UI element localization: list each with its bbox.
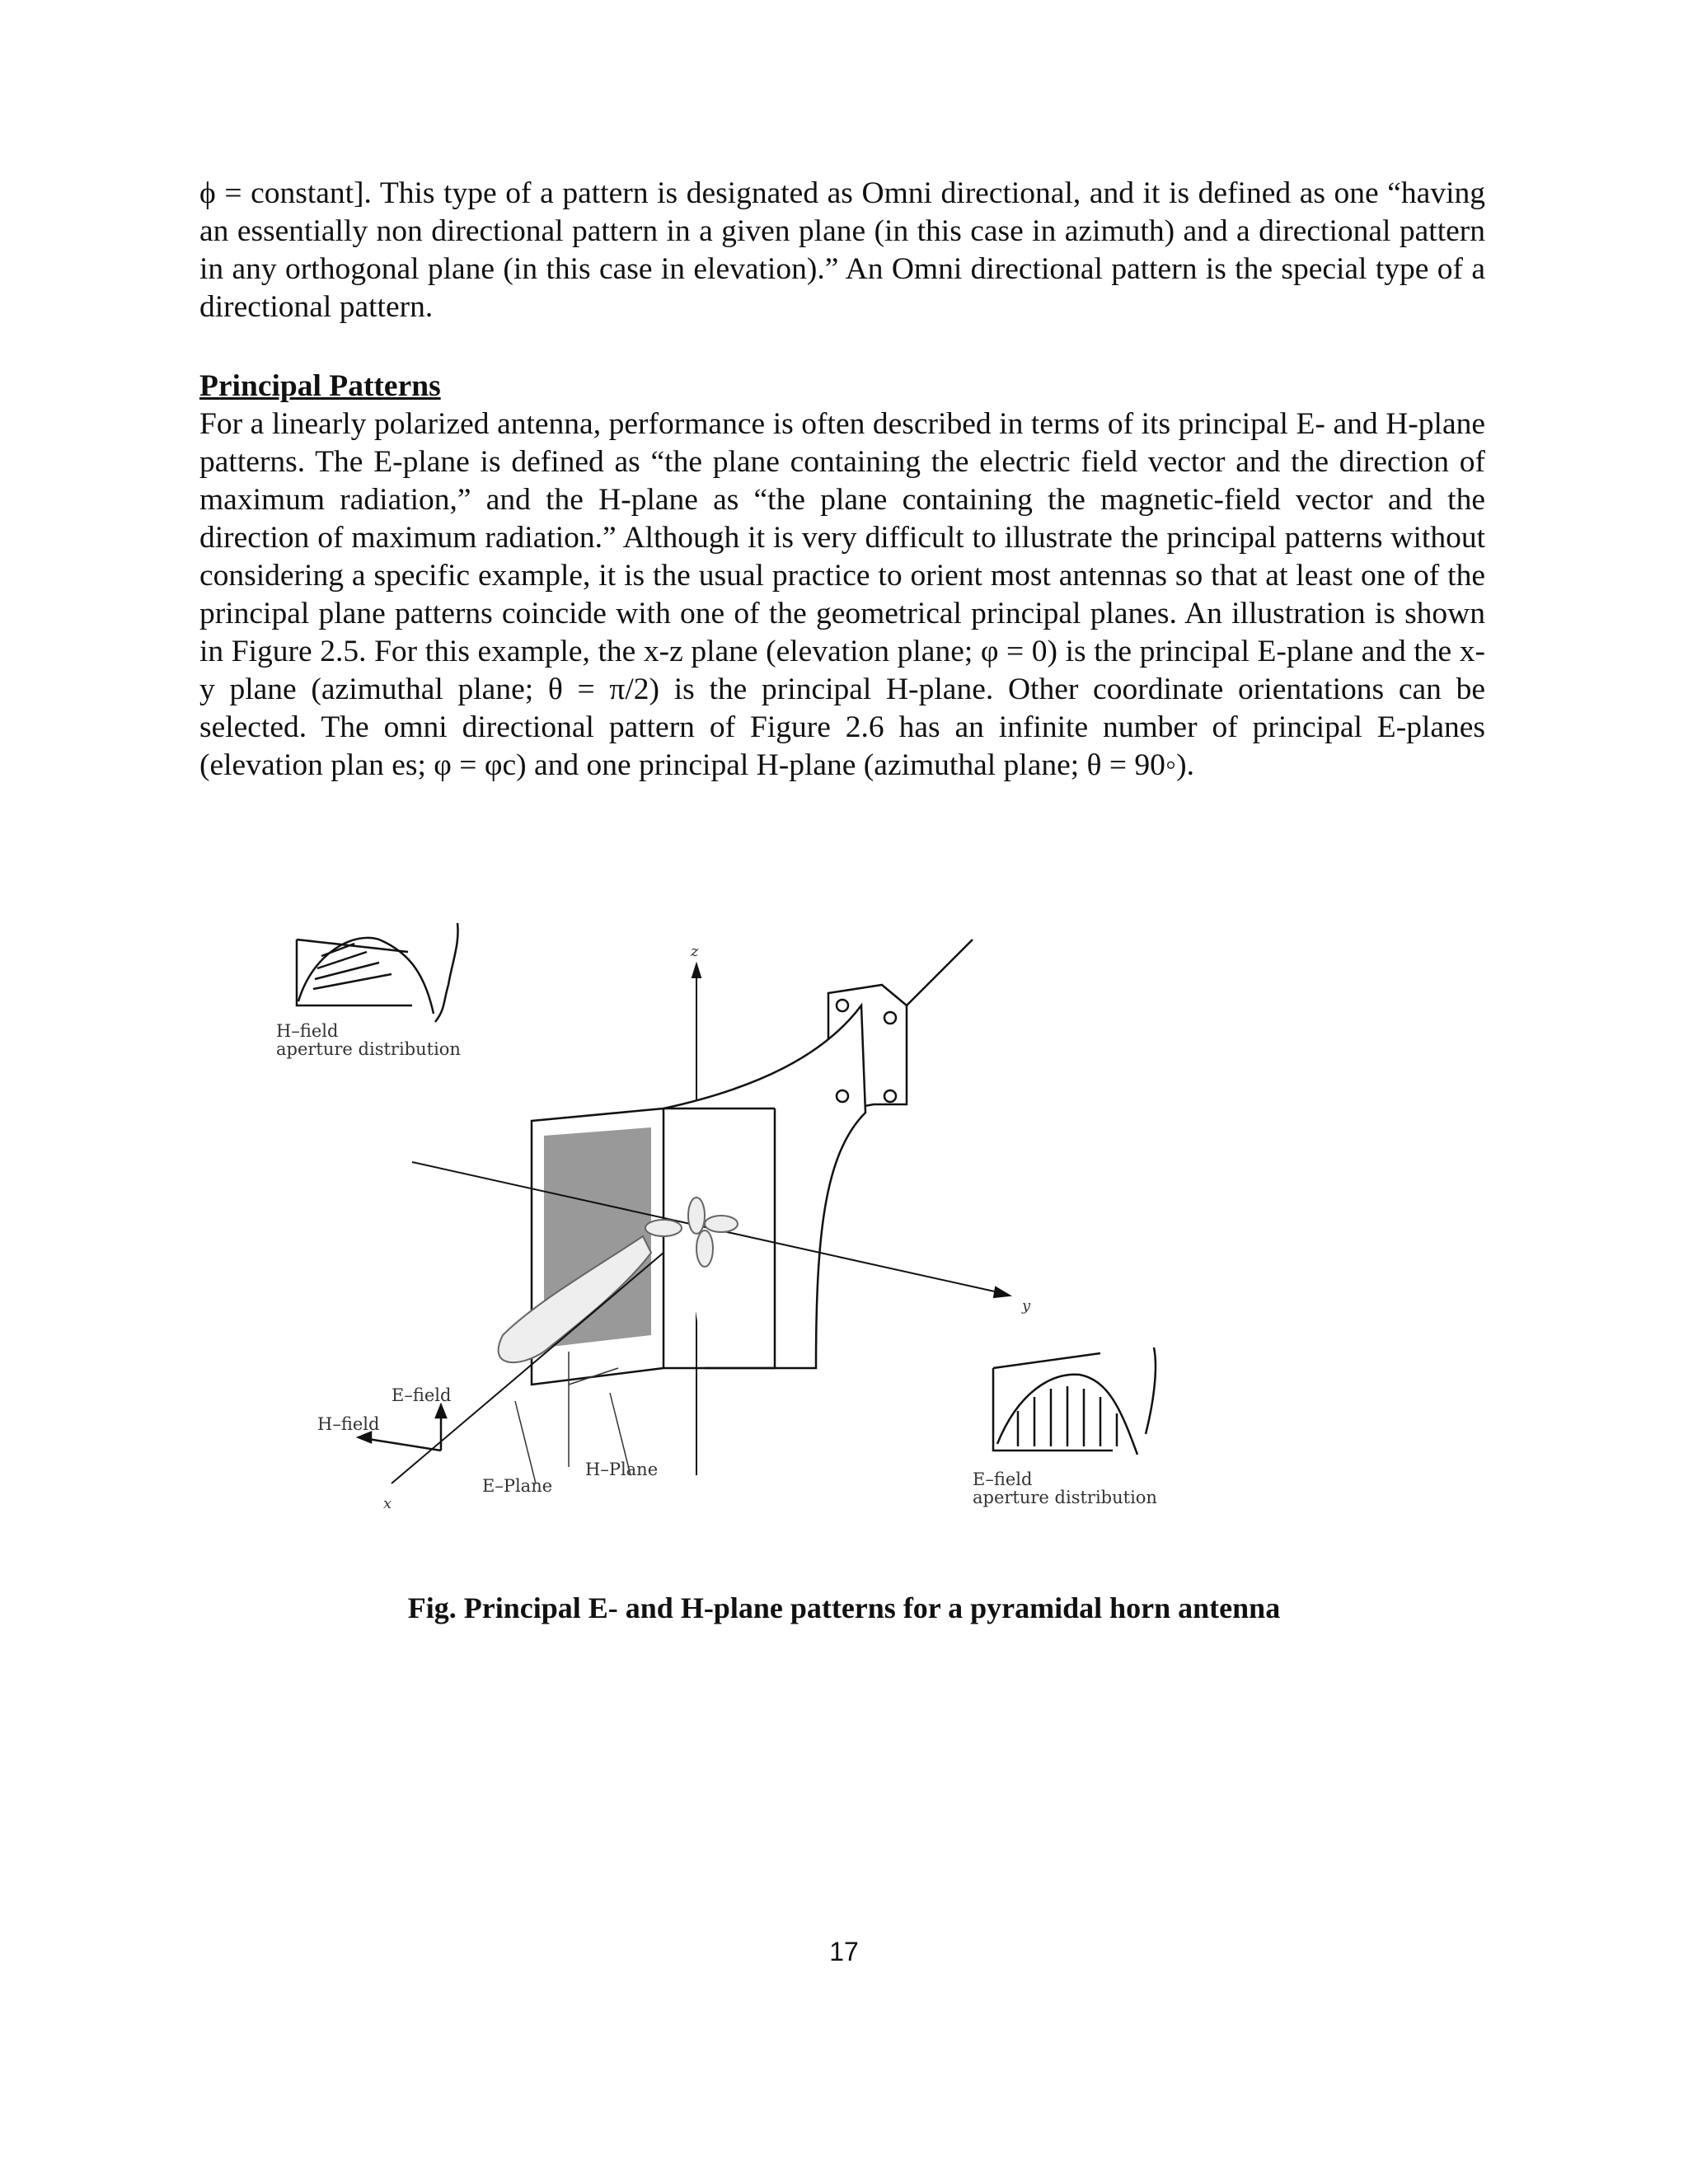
- e-field-label: E–field: [392, 1385, 452, 1405]
- pyramidal-horn: [532, 940, 973, 1385]
- x-axis-label: x: [383, 1495, 392, 1512]
- h-field-label: H–field: [317, 1414, 380, 1434]
- page-number: 17: [829, 1937, 859, 1966]
- h-field-aperture-label-line2: aperture distribution: [276, 1039, 461, 1059]
- paragraph-omni-directional: ϕ = constant]. This type of a pattern is designated as Omni directional, and it is defined as one “having an essentially non directional pattern in a given plane (in this case in azimuth) and a directional pattern in any orthogonal plane (in this case in elevation).” An Omni directional pattern is the special type of a directional pattern.: [199, 176, 1485, 324]
- e-field-aperture-label-line2: aperture distribution: [973, 1488, 1157, 1507]
- figure-caption: Fig. Principal E- and H-plane patterns for a pyramidal horn antenna: [407, 1591, 1281, 1624]
- e-field-aperture-label-line1: E–field: [973, 1469, 1033, 1489]
- section-heading: Principal Patterns: [199, 369, 441, 403]
- h-field-aperture-diagram: [297, 923, 458, 1022]
- e-field-aperture-diagram: [993, 1347, 1156, 1455]
- horn-antenna-figure: [247, 907, 1236, 1525]
- z-axis-label: z: [691, 943, 699, 960]
- y-axis-label: y: [1022, 1297, 1031, 1315]
- paragraph-principal-patterns: For a linearly polarized antenna, performance is often described in terms of its principal E- and H-plane patterns. The E-plane is defined as “the plane containing the electric field vector and the direction of maximum radiation,” and the H-plane as “the plane containing the magnetic-field vector and the direction of maximum radiation.” Although it is very difficult to illustrate the principal patterns without considering a specific example, it is the usual practice to orient most antennas so that at least one of the principal plane patterns coincide with one of the geometrical principal planes. An illustration is shown in Figure 2.5. For this example, the x-z plane (elevation plane; φ = 0) is the principal E-plane and the x-y plane (azimuthal plane; θ = π/2) is the principal H-plane. Other coordinate orientations can be selected. The omni directional pattern of Figure 2.6 has an infinite number of principal E-planes (elevation plan es; φ = φc) and one principal H-plane (azimuthal plane; θ = 90◦).: [199, 407, 1485, 782]
- e-plane-label: E–Plane: [482, 1476, 553, 1496]
- h-plane-label: H–Plane: [585, 1460, 659, 1479]
- h-field-aperture-label-line1: H–field: [276, 1021, 339, 1041]
